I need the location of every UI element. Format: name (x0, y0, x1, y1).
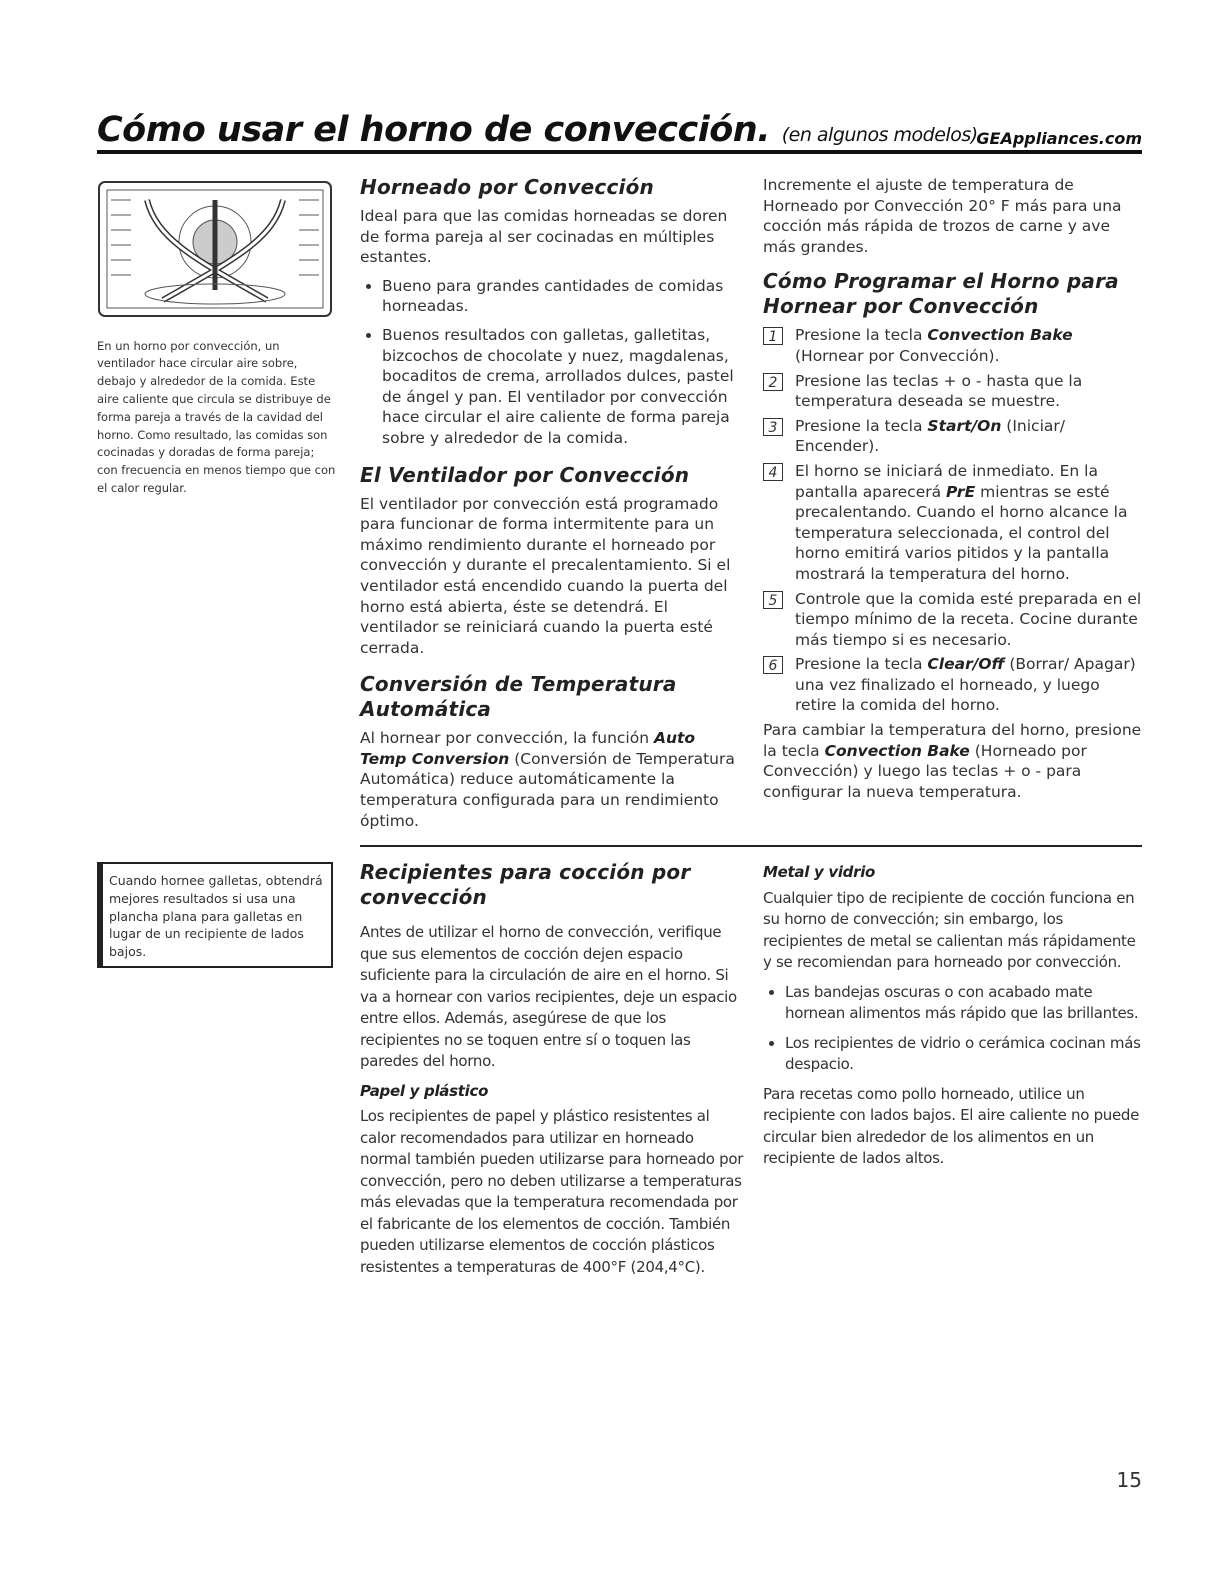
key-name: Clear/Off (927, 655, 1005, 674)
figure-caption: En un horno por convección, un ventilador hace circular aire sobre, debajo y alrededor de la comida. Este aire caliente que circula se distribuye de forma pareja a través de la cavidad del horno. Como resultado, las comidas son cocinadas y doradas de forma pareja; con frecuencia en menos tiempo que con el calor regular. (97, 338, 336, 495)
column-programming (763, 175, 1145, 810)
step-number: 1 (763, 327, 783, 345)
text: (Conversión de Temperatura Automática) reduce automáticamente la temperatura configurada para un rendimiento óptimo. (360, 749, 735, 830)
bullet-list (763, 982, 1145, 1076)
key-name: PrE (946, 482, 976, 501)
paragraph: Para recetas como pollo horneado, utilice un recipiente con lados bajos. El aire caliente no puede circular bien alrededor de los alimentos en un recipiente de lados altos. (763, 1084, 1140, 1167)
heading-metal-glass: Metal y vidrio (763, 863, 876, 881)
step-item (763, 325, 1145, 366)
text: Presione las teclas + o - hasta que la temperatura deseada se muestre. (795, 371, 1083, 411)
text: Para cambiar la temperatura del horno, presione la tecla (763, 721, 1142, 760)
paragraph (360, 728, 745, 831)
heading-auto-temp-conversion: Conversión de Temperatura Automática (360, 672, 677, 722)
step-text (795, 371, 1145, 412)
step-item (763, 416, 1145, 457)
step-text (795, 416, 1145, 457)
step-item (763, 371, 1145, 412)
key-name: Auto Temp Conversion (360, 729, 696, 768)
step-number: 5 (763, 591, 783, 609)
section-divider (360, 845, 1142, 847)
website-url: GEAppliances.com (976, 129, 1142, 148)
column-convection-bake (360, 175, 745, 839)
column-cookware (360, 860, 745, 1286)
step-number: 3 (763, 418, 783, 436)
heading-how-to-program: Cómo Programar el Horno para Hornear por Convección (763, 269, 1119, 319)
page-number: 15 (1116, 1468, 1142, 1492)
text: Presione la tecla (795, 416, 928, 435)
step-item (763, 654, 1145, 716)
text: Controle que la comida esté preparada en el tiempo mínimo de la receta. Cocine durante más tiempo si es necesario. (795, 589, 1142, 649)
list-item: • Bueno para grandes cantidades de comidas horneadas. (382, 276, 745, 317)
step-number: 6 (763, 656, 783, 674)
heading-convection-bake: Horneado por Convección (360, 175, 654, 199)
list-item: • Los recipientes de vidrio o cerámica cocinan más despacio. (785, 1033, 1145, 1076)
step-text (795, 325, 1145, 366)
text: Al hornear por convección, la función (360, 729, 654, 748)
text: mientras se esté precalentando. Cuando el horno alcance la temperatura seleccionada, el control del horno emitirá varios pitidos y la pantalla mostrará la temperatura del horno. (795, 482, 1128, 583)
step-number: 4 (763, 463, 783, 481)
key-name: Start/On (927, 416, 1002, 435)
paragraph: Los recipientes de papel y plástico resistentes al calor recomendados para utilizar en horneado normal también pueden utilizarse para horneado por convección, pero no deben utilizarse a temperaturas más elevadas que la temperatura recomendada por el fabricante de los elementos de cocción. También pueden utilizarse elementos de cocción plásticos resistentes a temperaturas de 400°F (204,4°C). (360, 1107, 744, 1276)
paragraph: Ideal para que las comidas horneadas se doren de forma pareja al ser cocinadas en múltiples estantes. (360, 207, 728, 267)
page-subtitle: (en algunos modelos) (781, 124, 978, 146)
text: (Hornear por Convección). (795, 346, 1000, 365)
steps-list (763, 325, 1145, 716)
list-item: • Las bandejas oscuras o con acabado mate hornean alimentos más rápido que las brillantes. (785, 982, 1145, 1025)
paragraph: El ventilador por convección está programado para funcionar de forma intermitente para un máximo rendimiento durante el horneado por convección y durante el precalentamiento. Si el ventilador está encendido cuando la puerta del horno está abierta, éste se detendrá. El ventilador se reiniciará cuando la puerta esté cerrada. (360, 494, 731, 657)
bullet-list (360, 276, 745, 449)
key-name: Convection Bake (824, 741, 970, 760)
heading-convection-fan: El Ventilador por Convección (360, 462, 690, 487)
text: (Borrar/ Apagar) una vez finalizado el horneado, y luego retire la comida del horno. (795, 655, 1136, 715)
text: Presione la tecla (795, 655, 928, 674)
paragraph: Incremente el ajuste de temperatura de Horneado por Convección 20° F más para una cocción más rápida de trozos de carne y ave más grandes. (763, 176, 1122, 256)
page-header (97, 108, 1142, 154)
text: Presione la tecla (795, 326, 928, 345)
heading-paper-plastic: Papel y plástico (360, 1081, 489, 1100)
tip-box: Cuando hornee galletas, obtendrá mejores resultados si usa una plancha plana para galletas en lugar de un recipiente de lados bajos. (97, 862, 333, 968)
page-title (97, 110, 978, 150)
figure-column (97, 180, 337, 498)
text: (Horneado por Convección) y luego las teclas + o - para configurar la nueva temperatura. (763, 741, 1087, 801)
paragraph (763, 720, 1145, 802)
step-text (795, 461, 1145, 585)
step-text (795, 589, 1145, 651)
key-name: Convection Bake (927, 326, 1073, 345)
title-text: Cómo usar el horno de convección. (97, 110, 771, 150)
paragraph: Cualquier tipo de recipiente de cocción funciona en su horno de convección; sin embargo, los recipientes de metal se calientan más rápidamente y se recomiendan para horneado por convección. (763, 888, 1136, 971)
paragraph: Antes de utilizar el horno de convección, verifique que sus elementos de cocción dejen espacio suficiente para la circulación de aire en el horno. Si va a hornear con varios recipientes, deje un espacio entre ellos. Además, asegúrese de que los recipientes no se toquen entre sí o toquen las paredes del horno. (360, 923, 737, 1070)
step-number: 2 (763, 373, 783, 391)
convection-oven-illustration (97, 180, 333, 318)
heading-cookware: Recipientes para cocción por convección (360, 860, 691, 909)
text: (Iniciar/ Encender). (795, 416, 1065, 456)
step-item (763, 589, 1145, 651)
step-text (795, 654, 1145, 716)
list-item: • Buenos resultados con galletas, galletitas, bizcochos de chocolate y nuez, magdalenas, bocaditos de crema, arrollados dulces, pastel de ángel y pan. El ventilador por convección hace circular el aire caliente de forma pareja sobre y alrededor de la comida. (382, 325, 745, 449)
column-metal-glass (763, 862, 1145, 1178)
text: El horno se iniciará de inmediato. En la pantalla aparecerá (795, 461, 1098, 501)
step-item (763, 461, 1145, 585)
